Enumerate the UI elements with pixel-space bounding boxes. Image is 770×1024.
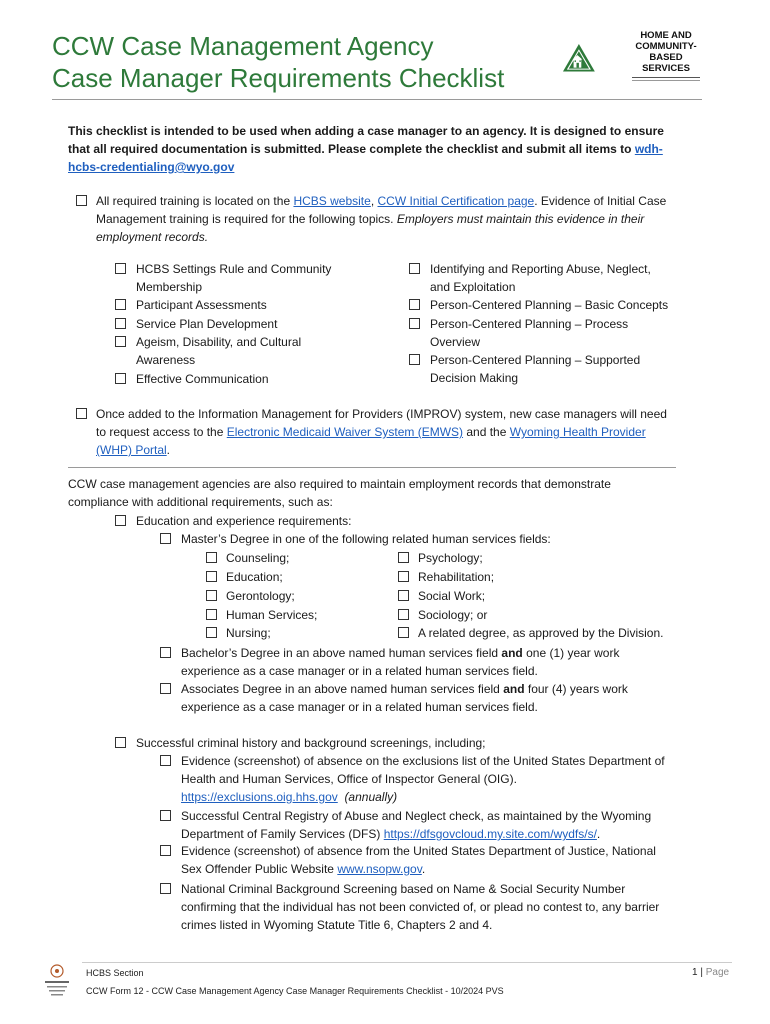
education-item: Education and experience requirements: bbox=[115, 512, 515, 530]
criminal-item: Successful criminal history and background screenings, including; bbox=[115, 734, 615, 752]
training-item: All required training is located on the HCBS website, CCW Initial Certification page. Evidence of Initial Case Management training is required for the following topics. Employers must maintain this evidence in their employment records. bbox=[76, 192, 676, 246]
field-item: Human Services; bbox=[206, 606, 386, 624]
emws-link[interactable]: Electronic Medicaid Waiver System (EMWS) bbox=[226, 425, 464, 439]
hcbs-logo-icon bbox=[562, 26, 632, 90]
associates-checkbox[interactable] bbox=[160, 683, 171, 694]
topic-item: Person-Centered Planning – Process Overview bbox=[409, 315, 654, 351]
topic-item: Participant Assessments bbox=[115, 296, 345, 314]
oig-item: Evidence (screenshot) of absence on the exclusions list of the United States Department of Health and Human Services, Office of Inspector General (OIG). https://exclusions.oig.hhs.gov (annually) bbox=[160, 752, 690, 806]
topic-item: Ageism, Disability, and Cultural Awareness bbox=[115, 333, 330, 369]
masters-item: Master’s Degree in one of the following related human services fields: bbox=[160, 530, 660, 548]
bachelor-checkbox[interactable] bbox=[160, 647, 171, 658]
section-divider bbox=[68, 467, 676, 468]
topic-item: Service Plan Development bbox=[115, 315, 345, 333]
field-checkbox[interactable] bbox=[398, 609, 409, 620]
central-registry-item: Successful Central Registry of Abuse and Neglect check, as maintained by the Wyoming Department of Family Services (DFS) https://dfsgovcloud.my.site.com/wydfs/s/. bbox=[160, 807, 680, 843]
associates-item: Associates Degree in an above named human services field and four (4) years work experience as a case manager or in a related human services field. bbox=[160, 680, 650, 716]
logo-underline-icon bbox=[630, 76, 702, 82]
oig-exclusions-link[interactable]: https://exclusions.oig.hhs.gov bbox=[181, 790, 338, 804]
topic-item: Effective Communication bbox=[115, 370, 345, 388]
field-item: Education; bbox=[206, 568, 386, 586]
central-registry-checkbox[interactable] bbox=[160, 810, 171, 821]
field-checkbox[interactable] bbox=[206, 552, 217, 563]
field-checkbox[interactable] bbox=[398, 571, 409, 582]
field-checkbox[interactable] bbox=[206, 609, 217, 620]
masters-checkbox[interactable] bbox=[160, 533, 171, 544]
criminal-checkbox[interactable] bbox=[115, 737, 126, 748]
field-item: Nursing; bbox=[206, 624, 386, 642]
topic-checkbox[interactable] bbox=[115, 299, 126, 310]
nsopw-item: Evidence (screenshot) of absence from the United States Department of Justice, National Sex Offender Public Website www.nsopw.gov. bbox=[160, 842, 660, 878]
topic-checkbox[interactable] bbox=[409, 263, 420, 274]
title-line-1: CCW Case Management Agency bbox=[52, 31, 434, 61]
wyoming-health-logo-icon bbox=[42, 962, 72, 998]
field-checkbox[interactable] bbox=[398, 627, 409, 638]
whp-portal-link[interactable]: Wyoming Health Provider (WHP) Portal bbox=[96, 425, 646, 457]
field-item: Rehabilitation; bbox=[398, 568, 698, 586]
hcbs-website-link[interactable]: HCBS website bbox=[293, 194, 371, 208]
field-item: Gerontology; bbox=[206, 587, 386, 605]
nsopw-checkbox[interactable] bbox=[160, 845, 171, 856]
topic-checkbox[interactable] bbox=[115, 336, 126, 347]
field-checkbox[interactable] bbox=[206, 590, 217, 601]
topic-item: Person-Centered Planning – Basic Concepts bbox=[409, 296, 684, 314]
footer-divider bbox=[82, 962, 732, 963]
topic-checkbox[interactable] bbox=[409, 299, 420, 310]
title-divider bbox=[52, 99, 702, 100]
intro-paragraph: This checklist is intended to be used when adding a case manager to an agency. It is designed to ensure that all required documentation is submitted. Please complete the checklist and submit all items to wdh-hcbs-credentialing@wyo.gov bbox=[68, 124, 664, 174]
topic-checkbox[interactable] bbox=[409, 318, 420, 329]
oig-checkbox[interactable] bbox=[160, 755, 171, 766]
topic-item: Person-Centered Planning – Supported Decision Making bbox=[409, 351, 669, 387]
page-number: 1 | Page bbox=[692, 967, 730, 978]
topic-checkbox[interactable] bbox=[115, 263, 126, 274]
title-line-2: Case Manager Requirements Checklist bbox=[52, 63, 505, 93]
field-checkbox[interactable] bbox=[206, 627, 217, 638]
topic-item: Identifying and Reporting Abuse, Neglect, and Exploitation bbox=[409, 260, 669, 296]
field-checkbox[interactable] bbox=[398, 590, 409, 601]
field-checkbox[interactable] bbox=[398, 552, 409, 563]
field-item: Psychology; bbox=[398, 549, 698, 567]
logo-wordmark: HOME AND COMMUNITY- BASED SERVICES bbox=[635, 30, 697, 74]
field-item: Counseling; bbox=[206, 549, 386, 567]
credentialing-email-link[interactable]: wdh-hcbs-credentialing@wyo.gov bbox=[68, 142, 663, 174]
education-checkbox[interactable] bbox=[115, 515, 126, 526]
footer-section: HCBS Section bbox=[86, 968, 144, 978]
dfs-portal-link[interactable]: https://dfsgovcloud.my.site.com/wydfs/s/ bbox=[383, 827, 597, 841]
footer-form-id: CCW Form 12 - CCW Case Management Agency Case Manager Requirements Checklist - 10/2024 PVS bbox=[86, 986, 504, 996]
topic-checkbox[interactable] bbox=[115, 318, 126, 329]
page-title bbox=[52, 30, 504, 94]
employment-intro: CCW case management agencies are also required to maintain employment records that demonstrate compliance with additional requirements, such as: bbox=[68, 477, 611, 509]
topic-checkbox[interactable] bbox=[409, 354, 420, 365]
field-item: Sociology; or bbox=[398, 606, 698, 624]
field-item: A related degree, as approved by the Division. bbox=[398, 624, 698, 642]
training-checkbox[interactable] bbox=[76, 195, 87, 206]
national-screening-checkbox[interactable] bbox=[160, 883, 171, 894]
nsopw-link[interactable]: www.nsopw.gov bbox=[337, 862, 422, 876]
ccw-certification-link[interactable]: CCW Initial Certification page bbox=[377, 194, 535, 208]
improv-checkbox[interactable] bbox=[76, 408, 87, 419]
national-screening-item: National Criminal Background Screening based on Name & Social Security Number confirming that the individual has not been convicted of, or plead no contest to, any barrier crimes listed in Wyoming Statute Title 6, Chapters 2 and 4. bbox=[160, 880, 660, 934]
field-item: Social Work; bbox=[398, 587, 698, 605]
topic-item: HCBS Settings Rule and Community Membership bbox=[115, 260, 345, 296]
topic-checkbox[interactable] bbox=[115, 373, 126, 384]
bachelor-item: Bachelor’s Degree in an above named human services field and one (1) year work experience as a case manager or in a related human services field. bbox=[160, 644, 650, 680]
field-checkbox[interactable] bbox=[206, 571, 217, 582]
improv-item: Once added to the Information Management for Providers (IMPROV) system, new case managers will need to request access to the Electronic Medicaid Waiver System (EMWS) and the Wyoming Health Provider (WHP) Portal. bbox=[76, 405, 676, 459]
